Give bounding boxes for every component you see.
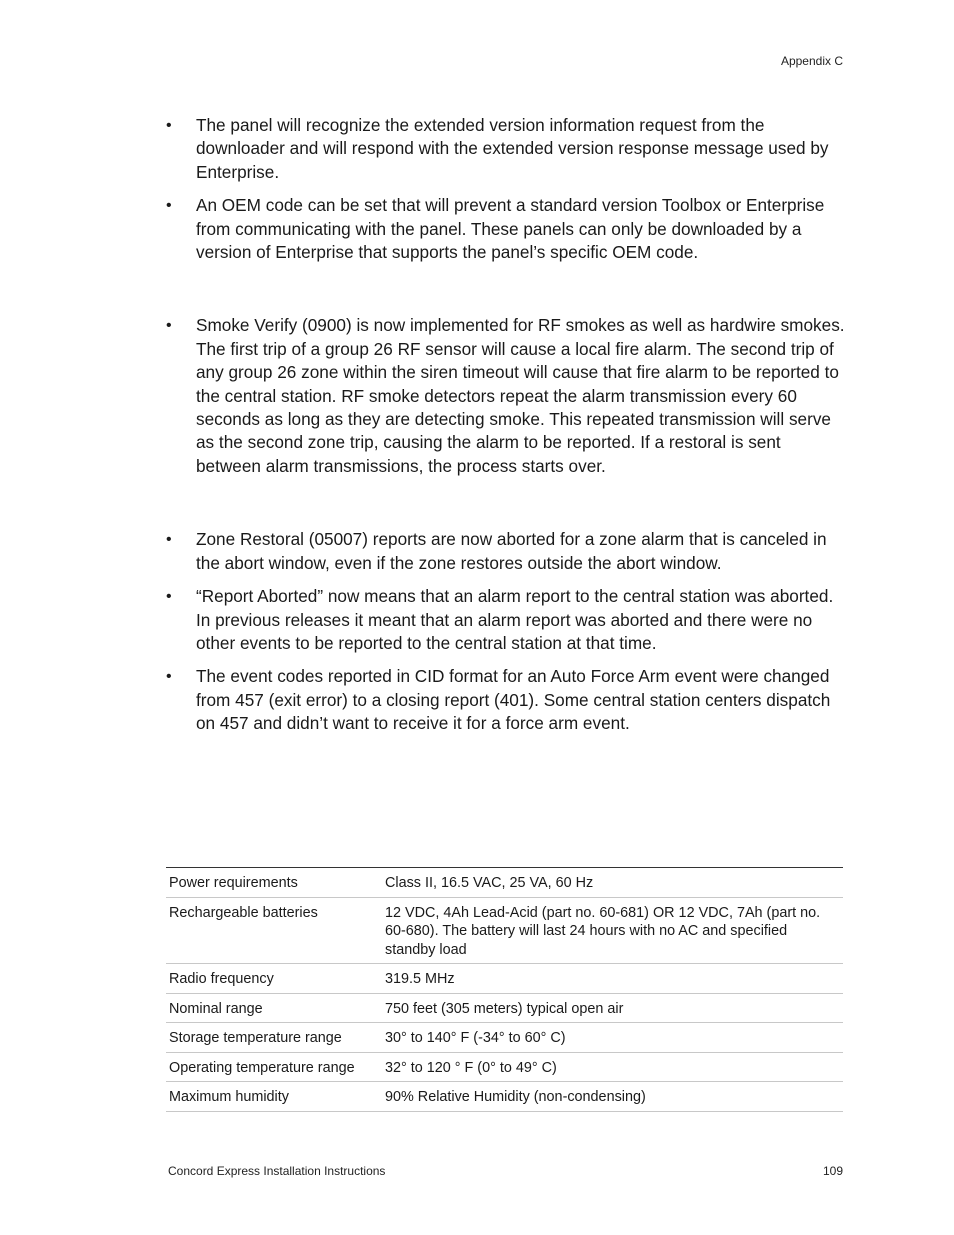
spec-label: Storage temperature range	[166, 1023, 382, 1053]
specifications-table	[166, 867, 843, 1112]
bullet-icon: •	[166, 668, 172, 686]
bullet-list	[166, 114, 846, 736]
spec-label: Radio frequency	[166, 964, 382, 994]
bullet-icon: •	[166, 588, 172, 606]
bullet-item	[166, 665, 846, 735]
bullet-item	[166, 528, 846, 575]
bullet-text: An OEM code can be set that will prevent a standard version Toolbox or Enterprise from communicating with the panel. These panels can only be downloaded by a version of Enterprise that supports the panel’s specific OEM code.	[196, 195, 825, 263]
table-row	[166, 1082, 843, 1112]
table-row	[166, 1052, 843, 1082]
spec-value: Class II, 16.5 VAC, 25 VA, 60 Hz	[382, 868, 843, 898]
bullet-text: “Report Aborted” now means that an alarm report to the central station was aborted. In previous releases it meant that an alarm report was aborted and there were no other events to be reported to the central station at that time.	[196, 586, 834, 653]
bullet-icon: •	[166, 317, 172, 335]
bullet-icon: •	[166, 531, 172, 549]
spec-label: Maximum humidity	[166, 1082, 382, 1112]
table-row	[166, 964, 843, 994]
spec-value: 750 feet (305 meters) typical open air	[382, 993, 843, 1023]
spec-value: 32° to 120 ° F (0° to 49° C)	[382, 1052, 843, 1082]
bullet-item	[166, 585, 846, 655]
bullet-item	[166, 114, 846, 184]
table-row	[166, 1023, 843, 1053]
bullet-text: The panel will recognize the extended version information request from the downloader and will respond with the extended version response message used by Enterprise.	[196, 115, 829, 182]
bullet-text: Smoke Verify (0900) is now implemented for RF smokes as well as hardwire smokes. The first trip of a group 26 RF sensor will cause a local fire alarm. The second trip of any group 26 zone within the siren timeout will cause that fire alarm to be reported to the central station. RF smoke detectors repeat the alarm transmission every 60 seconds as long as they are detecting smoke. This repeated transmission will serve as the second zone trip, causing the alarm to be reported. If a restoral is sent between alarm transmissions, the process starts over.	[196, 315, 845, 476]
section-header: Appendix C	[780, 54, 843, 68]
spec-value: 319.5 MHz	[382, 964, 843, 994]
spec-label: Operating temperature range	[166, 1052, 382, 1082]
spec-value: 30° to 140° F (-34° to 60° C)	[382, 1023, 843, 1053]
bullet-item	[166, 314, 846, 478]
bullet-item	[166, 194, 846, 264]
bullet-icon: •	[166, 197, 172, 215]
bullet-text: Zone Restoral (05007) reports are now aborted for a zone alarm that is canceled in the abort window, even if the zone restores outside the abort window.	[196, 529, 827, 573]
spec-value: 12 VDC, 4Ah Lead-Acid (part no. 60-681) OR 12 VDC, 7Ah (part no. 60-680). The battery will last 24 hours with no AC and specified standby load	[382, 897, 843, 964]
bullet-icon: •	[166, 117, 172, 134]
footer-page-number: 109	[822, 1164, 843, 1178]
spec-value: 90% Relative Humidity (non-condensing)	[382, 1082, 843, 1112]
table-row	[166, 897, 843, 964]
spec-label: Power requirements	[166, 868, 382, 898]
table-row	[166, 993, 843, 1023]
bullet-text: The event codes reported in CID format for an Auto Force Arm event were changed from 457 (exit error) to a closing report (401). Some central station centers dispatch on 457 and didn’t want to receive it for a force arm event.	[196, 666, 831, 734]
footer-document-title: Concord Express Installation Instructions	[168, 1164, 386, 1178]
spec-label: Nominal range	[166, 993, 382, 1023]
table-row	[166, 868, 843, 898]
spec-label: Rechargeable batteries	[166, 897, 382, 964]
